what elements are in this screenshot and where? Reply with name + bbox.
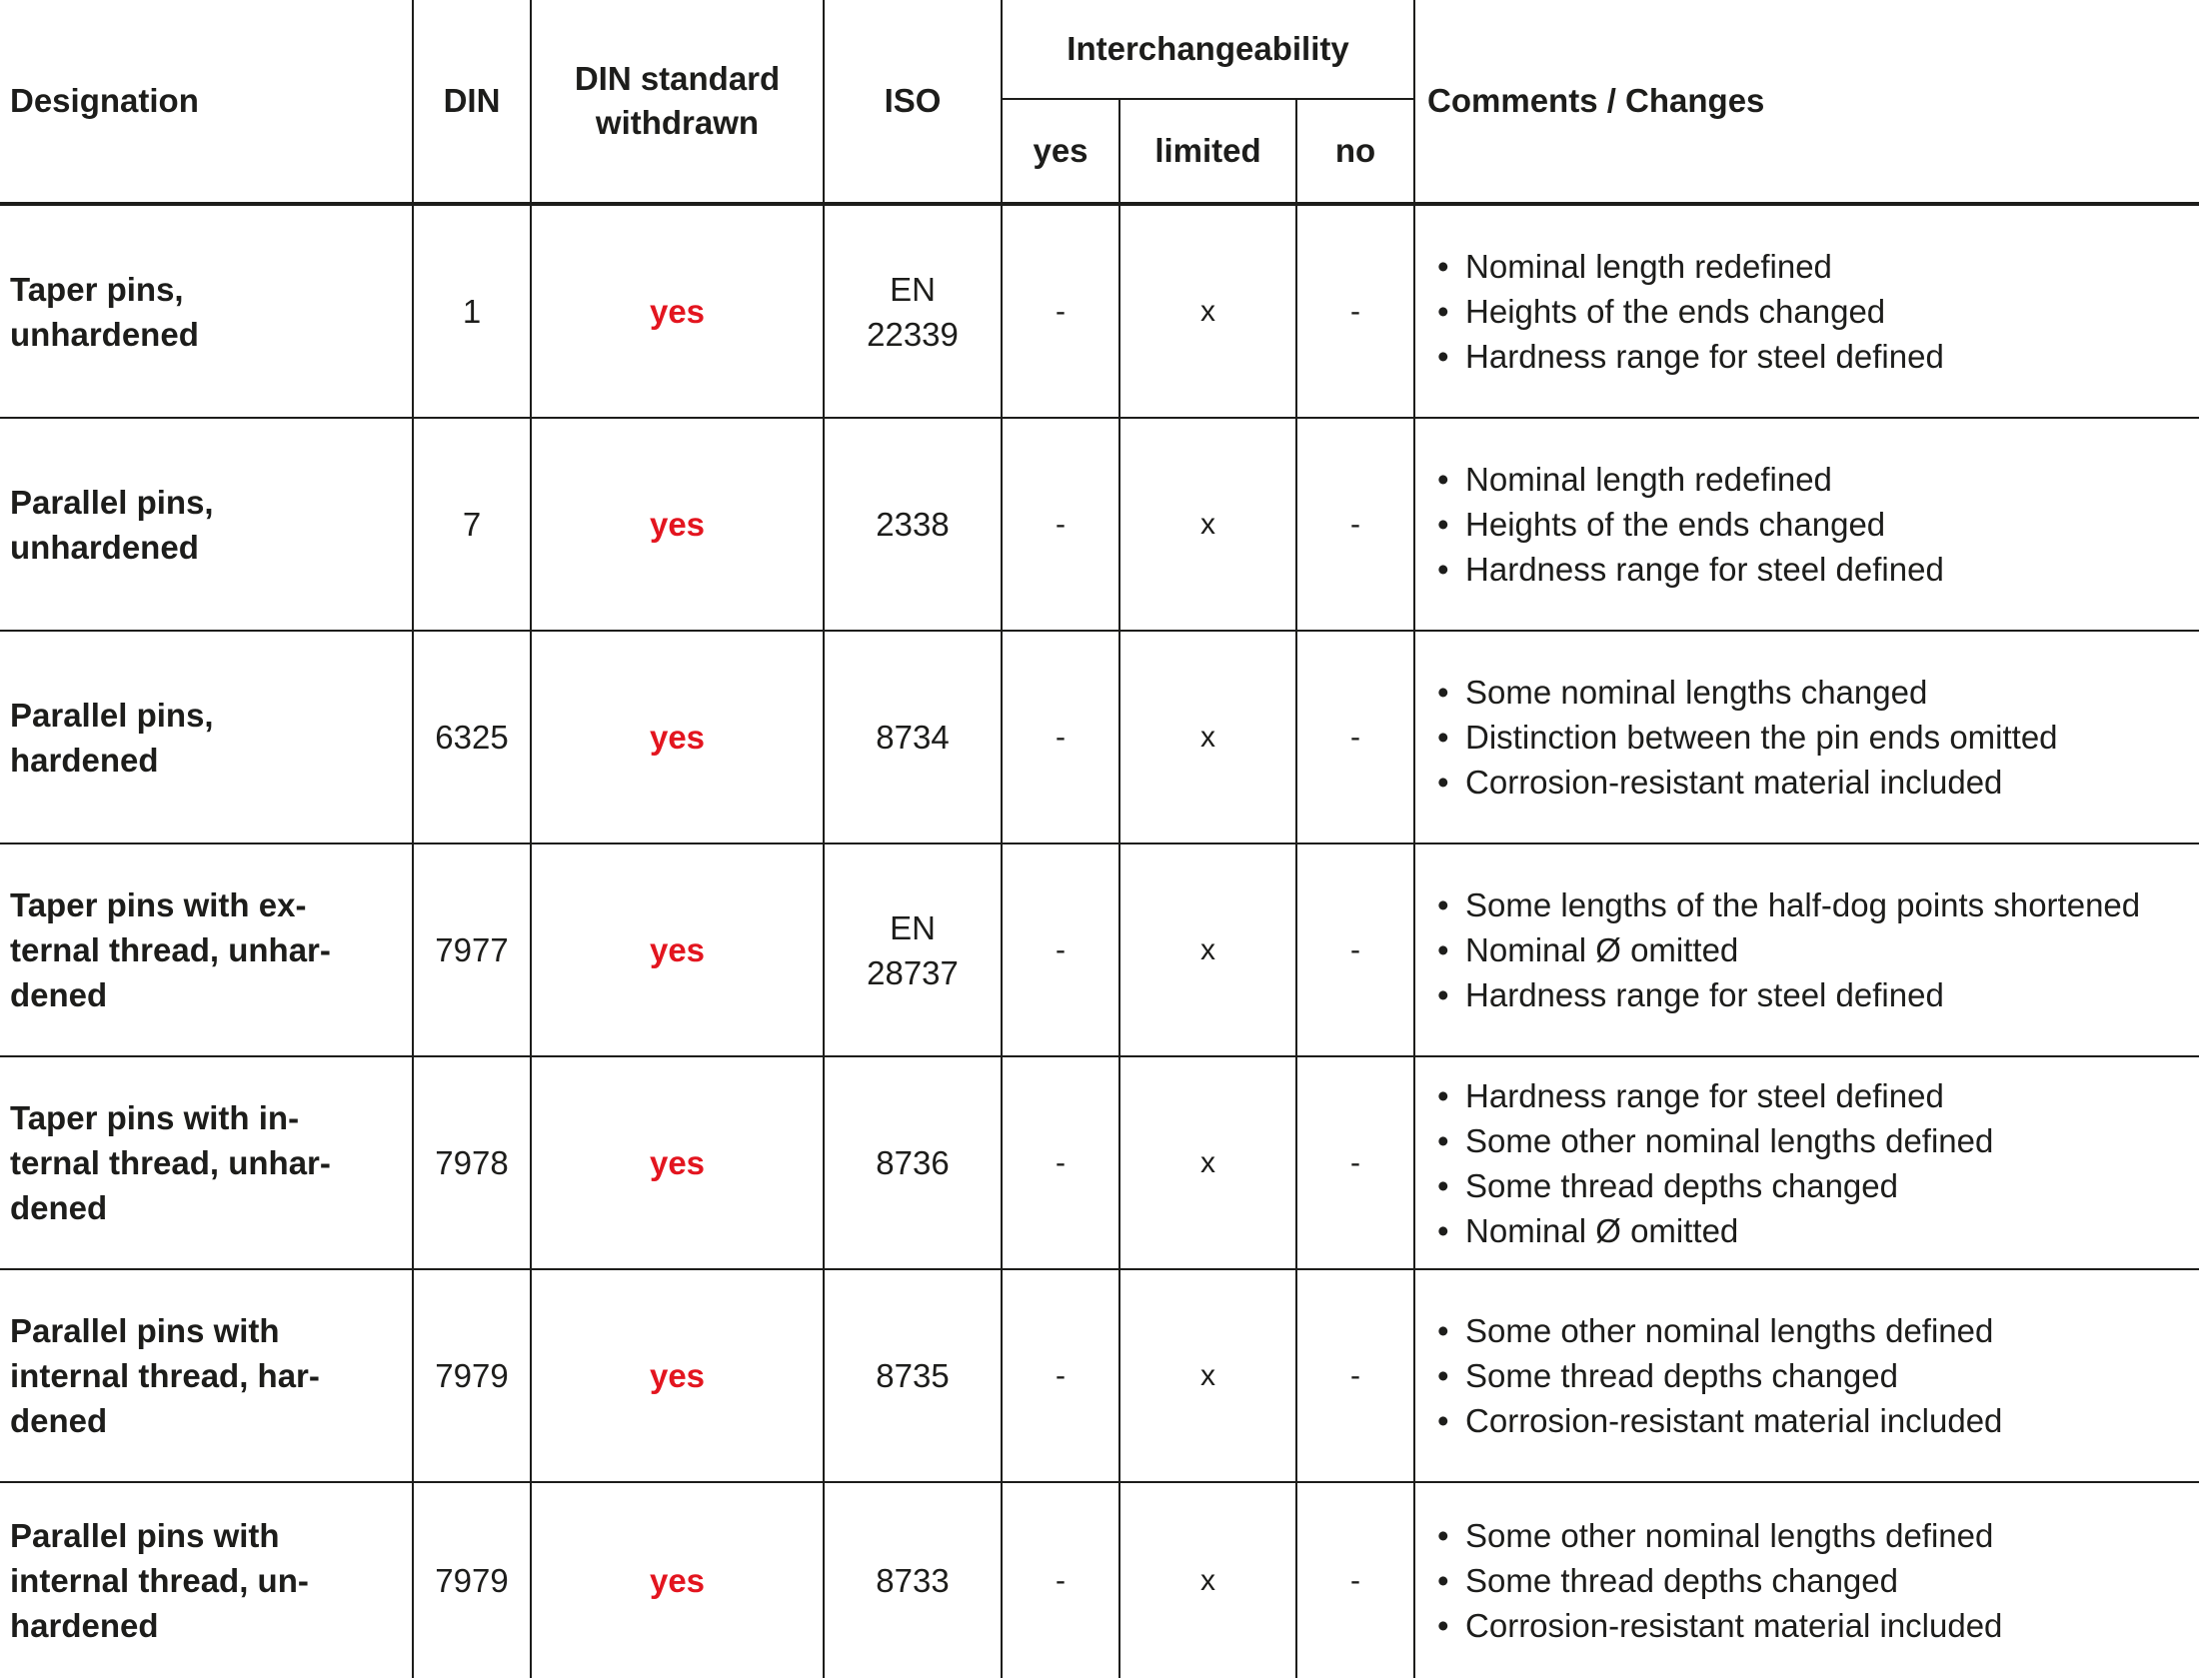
header-interchangeability: Interchangeability	[1002, 0, 1414, 99]
comment-item: • Some thread depths changed	[1433, 1353, 2199, 1398]
interchange-yes-cell: -	[1002, 204, 1119, 418]
interchange-limited-cell: x	[1119, 1056, 1296, 1269]
designation-line: internal thread, un-	[10, 1562, 309, 1599]
designation-line: dened	[10, 1402, 108, 1439]
comment-item: • Distinction between the pin ends omitted	[1433, 715, 2199, 760]
header-interchangeability-no: no	[1296, 99, 1414, 204]
interchange-no-cell: -	[1296, 843, 1414, 1056]
header-din-withdrawn-line-1: DIN standard	[574, 60, 781, 97]
comment-item: • Some thread depths changed	[1433, 1558, 2199, 1603]
header-interchangeability-yes: yes	[1002, 99, 1119, 204]
withdrawn-cell: yes	[531, 1482, 824, 1678]
comment-item: • Some nominal lengths changed	[1433, 670, 2199, 715]
designation-line: Taper pins with in-	[10, 1099, 300, 1136]
comments-cell	[1414, 1482, 2199, 1678]
designation-cell	[0, 1056, 413, 1269]
comment-item: • Nominal Ø omitted	[1433, 927, 2199, 972]
designation-line: dened	[10, 1189, 108, 1226]
comment-item: • Heights of the ends changed	[1433, 289, 2199, 334]
header-din: DIN	[413, 0, 531, 204]
header-designation: Designation	[0, 0, 413, 204]
designation-line: Parallel pins with	[10, 1517, 280, 1554]
comments-list	[1433, 1073, 2199, 1253]
comment-item: • Hardness range for steel defined	[1433, 972, 2199, 1017]
comment-item: • Some other nominal lengths defined	[1433, 1118, 2199, 1163]
iso-number: 2338	[876, 506, 950, 543]
iso-cell	[824, 1482, 1002, 1678]
designation-line: Taper pins with ex-	[10, 886, 307, 923]
iso-number: 28737	[867, 953, 959, 991]
table-row	[0, 1056, 2199, 1269]
interchange-no-cell: -	[1296, 1056, 1414, 1269]
din-cell: 7	[413, 418, 531, 631]
interchange-yes-cell: -	[1002, 1482, 1119, 1678]
withdrawn-cell: yes	[531, 204, 824, 418]
din-cell: 7979	[413, 1269, 531, 1482]
designation-line: ternal thread, unhar-	[10, 1144, 331, 1181]
interchange-no-cell: -	[1296, 418, 1414, 631]
din-cell: 7977	[413, 843, 531, 1056]
iso-cell	[824, 418, 1002, 631]
header-iso: ISO	[824, 0, 1002, 204]
table-row	[0, 1482, 2199, 1678]
interchange-no-cell: -	[1296, 1269, 1414, 1482]
iso-prefix: EN	[890, 270, 936, 308]
interchange-yes-cell: -	[1002, 418, 1119, 631]
designation-cell	[0, 1269, 413, 1482]
comment-item: • Nominal Ø omitted	[1433, 1208, 2199, 1253]
interchange-limited-cell: x	[1119, 1269, 1296, 1482]
iso-cell	[824, 843, 1002, 1056]
comment-item: • Some other nominal lengths defined	[1433, 1308, 2199, 1353]
header-din-withdrawn-line-2: withdrawn	[595, 104, 760, 141]
iso-number: 22339	[867, 315, 959, 353]
iso-cell	[824, 1056, 1002, 1269]
comments-list	[1433, 457, 2199, 592]
comments-cell	[1414, 1269, 2199, 1482]
iso-cell	[824, 1269, 1002, 1482]
comment-item: • Some thread depths changed	[1433, 1163, 2199, 1208]
designation-line: internal thread, har-	[10, 1357, 320, 1394]
withdrawn-cell: yes	[531, 1269, 824, 1482]
comment-item: • Corrosion-resistant material included	[1433, 1398, 2199, 1443]
din-cell: 7978	[413, 1056, 531, 1269]
interchange-yes-cell: -	[1002, 1269, 1119, 1482]
comments-list	[1433, 1513, 2199, 1648]
interchange-no-cell: -	[1296, 1482, 1414, 1678]
comment-item: • Nominal length redefined	[1433, 457, 2199, 502]
comments-list	[1433, 1308, 2199, 1443]
interchange-yes-cell: -	[1002, 843, 1119, 1056]
designation-line: Parallel pins with	[10, 1312, 280, 1349]
interchange-yes-cell: -	[1002, 1056, 1119, 1269]
withdrawn-cell: yes	[531, 1056, 824, 1269]
comment-item: • Heights of the ends changed	[1433, 502, 2199, 547]
comment-item: • Some lengths of the half-dog points shortened	[1433, 882, 2199, 927]
iso-number: 8736	[876, 1144, 950, 1181]
designation-line: Parallel pins,	[10, 483, 214, 521]
table-row	[0, 1269, 2199, 1482]
designation-line: Parallel pins,	[10, 696, 214, 734]
comment-item: • Hardness range for steel defined	[1433, 1073, 2199, 1118]
din-cell: 7979	[413, 1482, 531, 1678]
iso-number: 8733	[876, 1562, 950, 1599]
withdrawn-cell: yes	[531, 843, 824, 1056]
interchange-yes-cell: -	[1002, 631, 1119, 843]
designation-cell	[0, 843, 413, 1056]
iso-cell	[824, 204, 1002, 418]
designation-line: unhardened	[10, 528, 199, 566]
header-interchangeability-limited: limited	[1119, 99, 1296, 204]
interchange-limited-cell: x	[1119, 843, 1296, 1056]
table-row	[0, 631, 2199, 843]
designation-line: hardened	[10, 741, 159, 779]
designation-line: hardened	[10, 1607, 159, 1644]
iso-cell	[824, 631, 1002, 843]
interchange-limited-cell: x	[1119, 631, 1296, 843]
comments-cell	[1414, 418, 2199, 631]
header-din-withdrawn	[531, 0, 824, 204]
comment-item: • Some other nominal lengths defined	[1433, 1513, 2199, 1558]
designation-cell	[0, 631, 413, 843]
table-row	[0, 204, 2199, 418]
header-comments: Comments / Changes	[1414, 0, 2199, 204]
interchange-no-cell: -	[1296, 631, 1414, 843]
comments-list	[1433, 882, 2199, 1017]
comments-cell	[1414, 1056, 2199, 1269]
withdrawn-cell: yes	[531, 631, 824, 843]
designation-line: unhardened	[10, 315, 199, 353]
designation-cell	[0, 204, 413, 418]
withdrawn-cell: yes	[531, 418, 824, 631]
table-row	[0, 843, 2199, 1056]
din-cell: 6325	[413, 631, 531, 843]
interchange-limited-cell: x	[1119, 418, 1296, 631]
din-cell: 1	[413, 204, 531, 418]
table-row	[0, 418, 2199, 631]
comment-item: • Hardness range for steel defined	[1433, 334, 2199, 379]
comment-item: • Corrosion-resistant material included	[1433, 760, 2199, 805]
comments-list	[1433, 244, 2199, 379]
interchange-limited-cell: x	[1119, 1482, 1296, 1678]
iso-prefix: EN	[890, 908, 936, 946]
iso-number: 8734	[876, 719, 950, 756]
comments-cell	[1414, 204, 2199, 418]
designation-line: dened	[10, 976, 108, 1013]
designation-line: Taper pins,	[10, 270, 184, 308]
designation-line: ternal thread, unhar-	[10, 931, 331, 968]
comments-list	[1433, 670, 2199, 805]
comment-item: • Corrosion-resistant material included	[1433, 1603, 2199, 1648]
comment-item: • Nominal length redefined	[1433, 244, 2199, 289]
designation-cell	[0, 418, 413, 631]
designation-cell	[0, 1482, 413, 1678]
comments-cell	[1414, 631, 2199, 843]
interchange-no-cell: -	[1296, 204, 1414, 418]
interchange-limited-cell: x	[1119, 204, 1296, 418]
comment-item: • Hardness range for steel defined	[1433, 547, 2199, 592]
comments-cell	[1414, 843, 2199, 1056]
iso-number: 8735	[876, 1357, 950, 1394]
